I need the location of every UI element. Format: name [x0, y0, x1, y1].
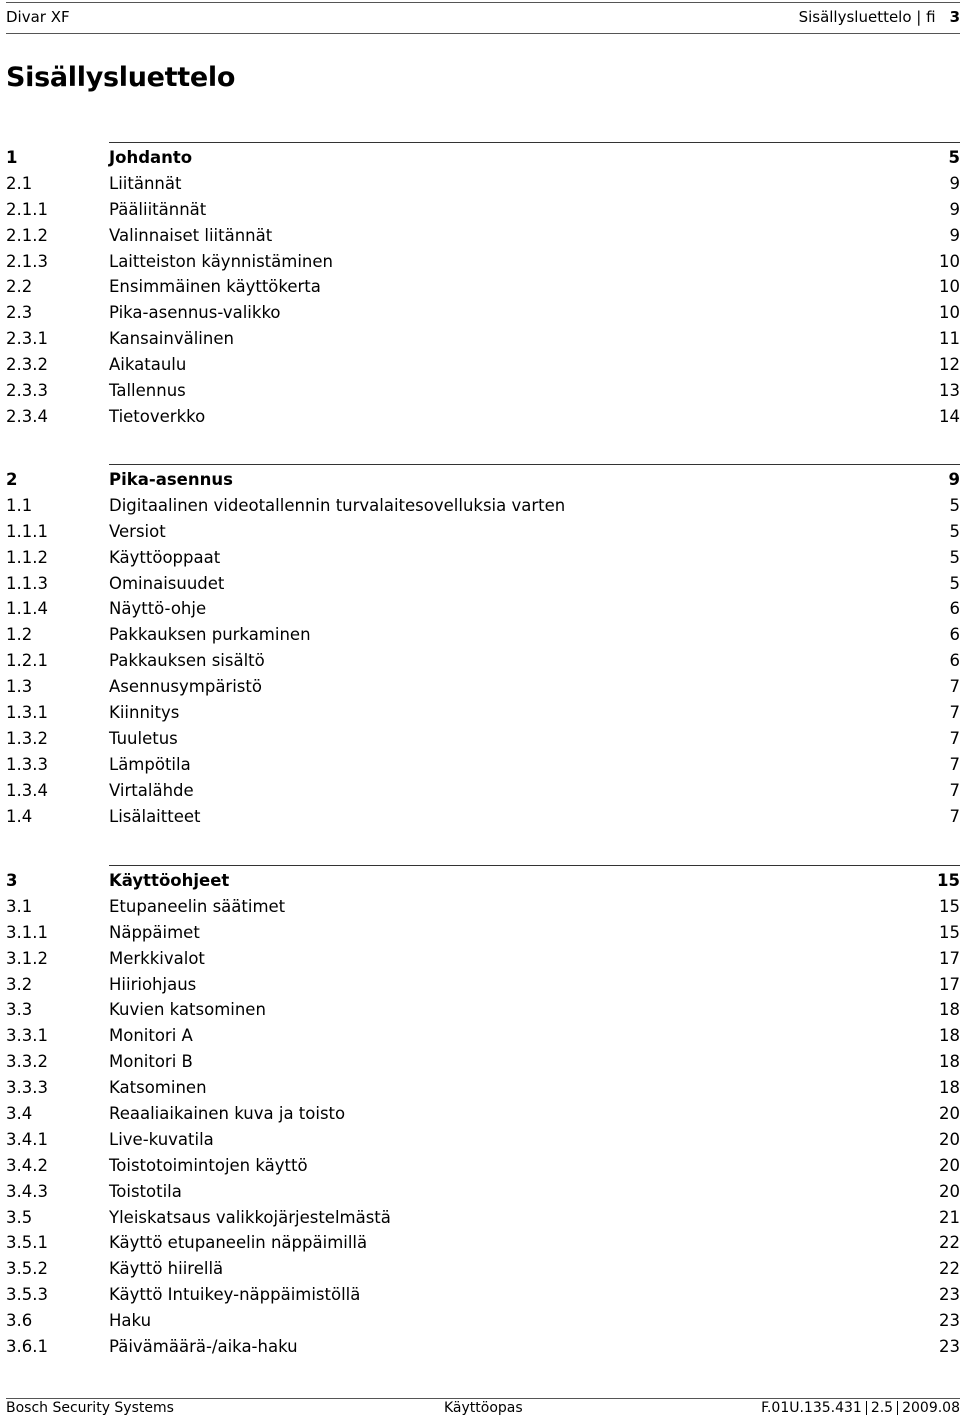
toc-entry-page: 21: [939, 1207, 960, 1227]
toc-entry-number: 2.3.3: [6, 381, 48, 401]
toc-entry-title: Katsominen: [109, 1078, 207, 1098]
footer-company: Bosch Security Systems: [6, 1400, 174, 1416]
toc-entry-title: Ominaisuudet: [109, 573, 225, 593]
toc-entry-page: 15: [939, 922, 960, 942]
toc-entry-page: 7: [949, 677, 960, 697]
toc-entry-title: Näppäimet: [109, 922, 200, 942]
toc-entry-row[interactable]: [0, 1205, 960, 1231]
footer-separator: [866, 1401, 867, 1415]
toc-entry-title: Ensimmäinen käyttökerta: [109, 277, 321, 297]
toc-entry-number: 2.1.2: [6, 225, 48, 245]
toc-section-2: [0, 467, 960, 829]
toc-entry-page: 7: [949, 754, 960, 774]
toc-entry-row[interactable]: [0, 326, 960, 352]
toc-entry-number: 2.1: [6, 173, 33, 193]
toc-entry-number: 3.3.3: [6, 1078, 48, 1098]
toc-entry-title: Yleiskatsaus valikkojärjestelmästä: [109, 1207, 391, 1227]
toc-entry-page: 23: [939, 1285, 960, 1305]
toc-entry-page: 7: [949, 728, 960, 748]
toc-entry-number: 2.1.1: [6, 199, 48, 219]
toc-entry-number: 3.5.1: [6, 1233, 48, 1253]
footer-doc-info: [761, 1399, 960, 1417]
toc-entry-row[interactable]: [0, 274, 960, 300]
toc-entry-number: 3.6: [6, 1311, 33, 1331]
page-header: [6, 6, 960, 28]
toc-entry-number: 2.2: [6, 277, 33, 297]
toc-entry-page: 7: [949, 806, 960, 826]
toc-entry-number: 1.3.2: [6, 728, 48, 748]
toc-entry-title: Käyttö hiirellä: [109, 1259, 224, 1279]
toc-entry-page: 9: [949, 173, 960, 193]
toc-entry-title: Laitteiston käynnistäminen: [109, 251, 333, 271]
toc-entry-number: 3.1.1: [6, 922, 48, 942]
toc-entry-title: Lämpötila: [109, 754, 191, 774]
toc-entry-number: 1.1.3: [6, 573, 48, 593]
toc-chapter-row[interactable]: [0, 145, 960, 171]
header-top-rule: [6, 2, 960, 3]
toc-entry-title: Käyttöoppaat: [109, 547, 221, 567]
toc-entry-page: 15: [939, 896, 960, 916]
toc-entry-page: 9: [949, 199, 960, 219]
toc-entry-title: Live-kuvatila: [109, 1129, 214, 1149]
toc-entry-number: 2.3.1: [6, 329, 48, 349]
toc-entry-number: 3.3.1: [6, 1026, 48, 1046]
footer-version: 2.5: [870, 1400, 894, 1416]
toc-entry-page: 18: [939, 1052, 960, 1072]
toc-entry-page: 23: [939, 1311, 960, 1331]
toc-entry-row[interactable]: [0, 519, 960, 545]
toc-entry-row[interactable]: [0, 726, 960, 752]
toc-entry-row[interactable]: [0, 171, 960, 197]
toc-entry-row[interactable]: [0, 197, 960, 223]
toc-entry-title: Tuuletus: [109, 728, 178, 748]
toc-entry-row[interactable]: [0, 300, 960, 326]
toc-entry-title: Virtalähde: [109, 780, 194, 800]
toc-entry-title: Käyttö Intuikey-näppäimistöllä: [109, 1285, 361, 1305]
toc-entry-number: 3.4.3: [6, 1181, 48, 1201]
toc-entry-title: Digitaalinen videotallennin turvalaitesovelluksia varten: [109, 495, 566, 515]
toc-entry-row[interactable]: [0, 249, 960, 275]
toc-entry-page: 12: [939, 355, 960, 375]
toc-entry-number: 2.1.3: [6, 251, 48, 271]
toc-entry-number: 2.3.2: [6, 355, 48, 375]
toc-entry-page: 14: [939, 406, 960, 426]
toc-entry-number: 3.5: [6, 1207, 33, 1227]
toc-entry-page: 5: [949, 573, 960, 593]
toc-entry-title: Näyttö-ohje: [109, 599, 207, 619]
toc-entry-page: 13: [939, 381, 960, 401]
toc-entry-row[interactable]: [0, 894, 960, 920]
toc-entry-number: 3.1.2: [6, 948, 48, 968]
toc-entry-title: Toistotoimintojen käyttö: [109, 1155, 308, 1175]
toc-entry-row[interactable]: [0, 352, 960, 378]
toc-entry-row[interactable]: [0, 1101, 960, 1127]
product-name: Divar XF: [6, 8, 70, 26]
toc-entry-page: 7: [949, 780, 960, 800]
toc-entry-number: 1.2: [6, 625, 33, 645]
toc-section-1: [0, 145, 960, 430]
toc-entry-page: 18: [939, 1078, 960, 1098]
toc-entry-row[interactable]: [0, 972, 960, 998]
toc-entry-row[interactable]: [0, 946, 960, 972]
toc-entry-row[interactable]: [0, 997, 960, 1023]
toc-entry-page: 5: [949, 495, 960, 515]
toc-entry-page: 9: [949, 225, 960, 245]
toc-entry-number: 1.2.1: [6, 651, 48, 671]
toc-entry-number: 2.3: [6, 303, 33, 323]
toc-entry-row[interactable]: [0, 1023, 960, 1049]
toc-entry-number: 1.1.2: [6, 547, 48, 567]
toc-entry-title: Johdanto: [109, 148, 193, 167]
header-section-label: [799, 6, 960, 28]
toc-entry-page: 17: [939, 974, 960, 994]
toc-entry-page: 10: [939, 251, 960, 271]
toc-entry-row[interactable]: [0, 1308, 960, 1334]
toc-entry-row[interactable]: [0, 1256, 960, 1282]
toc-entry-row[interactable]: [0, 700, 960, 726]
toc-entry-page: 18: [939, 1000, 960, 1020]
toc-entry-number: 3.5.2: [6, 1259, 48, 1279]
toc-entry-title: Pika-asennus: [109, 470, 233, 489]
toc-chapter-row[interactable]: [0, 868, 960, 894]
toc-entry-row[interactable]: [0, 404, 960, 430]
toc-entry-title: Hiiriohjaus: [109, 974, 197, 994]
toc-entry-title: Kiinnitys: [109, 703, 180, 723]
toc-entry-title: Versiot: [109, 521, 166, 541]
toc-entry-number: 3.2: [6, 974, 33, 994]
toc-entry-number: 1.4: [6, 806, 33, 826]
toc-entry-page: 9: [948, 470, 960, 489]
toc-entry-page: 22: [939, 1259, 960, 1279]
toc-entry-number: 1: [6, 148, 18, 167]
toc-entry-row[interactable]: [0, 1127, 960, 1153]
toc-entry-page: 20: [939, 1129, 960, 1149]
toc-entry-row[interactable]: [0, 1179, 960, 1205]
toc-entry-number: 2.3.4: [6, 406, 48, 426]
toc-entry-number: 3.4.1: [6, 1129, 48, 1149]
toc-entry-number: 3.1: [6, 896, 33, 916]
section-rule: [109, 464, 960, 465]
toc-entry-title: Haku: [109, 1311, 152, 1331]
toc-entry-page: 5: [948, 148, 960, 167]
toc-entry-number: 1.3.4: [6, 780, 48, 800]
toc-entry-title: Lisälaitteet: [109, 806, 201, 826]
toc-entry-title: Kuvien katsominen: [109, 1000, 266, 1020]
toc-entry-number: 3: [6, 871, 18, 890]
toc-entry-page: 6: [949, 599, 960, 619]
toc-entry-row[interactable]: [0, 752, 960, 778]
toc-entry-row[interactable]: [0, 1334, 960, 1360]
toc-entry-number: 3.3.2: [6, 1052, 48, 1072]
footer-doc-type: Käyttöopas: [444, 1400, 523, 1416]
toc-entry-title: Asennusympäristö: [109, 677, 262, 697]
toc-entry-page: 17: [939, 948, 960, 968]
toc-entry-number: 1.1.1: [6, 521, 48, 541]
page-footer: [6, 1399, 960, 1417]
toc-entry-row[interactable]: [0, 1049, 960, 1075]
toc-entry-title: Merkkivalot: [109, 948, 205, 968]
toc-entry-row[interactable]: [0, 778, 960, 804]
footer-date: 2009.08: [902, 1400, 960, 1416]
toc-entry-number: 1.3.1: [6, 703, 48, 723]
toc-entry-page: 20: [939, 1181, 960, 1201]
toc-entry-title: Kansainvälinen: [109, 329, 234, 349]
toc-entry-page: 10: [939, 277, 960, 297]
toc-entry-page: 5: [949, 547, 960, 567]
toc-entry-page: 10: [939, 303, 960, 323]
toc-entry-title: Liitännät: [109, 173, 182, 193]
toc-entry-row[interactable]: [0, 223, 960, 249]
toc-entry-page: 7: [949, 703, 960, 723]
toc-entry-row[interactable]: [0, 596, 960, 622]
toc-entry-row[interactable]: [0, 920, 960, 946]
toc-entry-number: 3.6.1: [6, 1337, 48, 1357]
toc-entry-page: 20: [939, 1104, 960, 1124]
footer-doc-id: F.01U.135.431: [761, 1400, 862, 1416]
toc-entry-row[interactable]: [0, 545, 960, 571]
toc-entry-title: Käyttöohjeet: [109, 871, 230, 890]
toc-entry-title: Tallennus: [109, 381, 186, 401]
toc-entry-number: 3.4: [6, 1104, 33, 1124]
toc-section-3: [0, 868, 960, 1360]
toc-entry-row[interactable]: [0, 571, 960, 597]
footer-separator: [897, 1401, 898, 1415]
toc-entry-number: 1.3: [6, 677, 33, 697]
toc-entry-title: Monitori A: [109, 1026, 193, 1046]
toc-entry-row[interactable]: [0, 493, 960, 519]
section-rule: [109, 865, 960, 866]
toc-entry-page: 11: [939, 329, 960, 349]
toc-entry-number: 3.3: [6, 1000, 33, 1020]
toc-entry-title: Päivämäärä-/aika-haku: [109, 1337, 298, 1357]
toc-entry-page: 5: [949, 521, 960, 541]
toc-entry-row[interactable]: [0, 1282, 960, 1308]
toc-entry-title: Etupaneelin säätimet: [109, 896, 286, 916]
toc-entry-row[interactable]: [0, 1153, 960, 1179]
toc-entry-number: 1.1: [6, 495, 33, 515]
toc-entry-page: 6: [949, 651, 960, 671]
header-section-text: Sisällysluettelo | fi: [798, 8, 936, 26]
toc-entry-row[interactable]: [0, 1230, 960, 1256]
toc-entry-number: 3.4.2: [6, 1155, 48, 1175]
toc-entry-page: 20: [939, 1155, 960, 1175]
toc-entry-row[interactable]: [0, 1075, 960, 1101]
toc-entry-page: 18: [939, 1026, 960, 1046]
toc-entry-title: Monitori B: [109, 1052, 193, 1072]
toc-entry-row[interactable]: [0, 648, 960, 674]
toc-entry-title: Aikataulu: [109, 355, 187, 375]
toc-entry-number: 1.1.4: [6, 599, 48, 619]
section-rule: [109, 142, 960, 143]
toc-entry-title: Tietoverkko: [109, 406, 206, 426]
toc-entry-title: Pakkauksen purkaminen: [109, 625, 311, 645]
toc-entry-page: 23: [939, 1337, 960, 1357]
toc-entry-number: 3.5.3: [6, 1285, 48, 1305]
header-bottom-rule: [6, 33, 960, 34]
toc-entry-row[interactable]: [0, 804, 960, 830]
toc-chapter-row[interactable]: [0, 467, 960, 493]
toc-entry-page: 6: [949, 625, 960, 645]
toc-entry-title: Pääliitännät: [109, 199, 207, 219]
toc-entry-row[interactable]: [0, 622, 960, 648]
toc-entry-title: Pakkauksen sisältö: [109, 651, 265, 671]
toc-entry-title: Pika-asennus-valikko: [109, 303, 281, 323]
toc-entry-page: 22: [939, 1233, 960, 1253]
toc-entry-title: Valinnaiset liitännät: [109, 225, 273, 245]
toc-entry-page: 15: [937, 871, 960, 890]
toc-entry-number: 2: [6, 470, 18, 489]
toc-entry-title: Toistotila: [109, 1181, 182, 1201]
header-page-number: 3: [949, 8, 960, 26]
toc-entry-row[interactable]: [0, 378, 960, 404]
toc-entry-number: 1.3.3: [6, 754, 48, 774]
toc-entry-row[interactable]: [0, 674, 960, 700]
toc-entry-title: Reaaliaikainen kuva ja toisto: [109, 1104, 346, 1124]
toc-entry-title: Käyttö etupaneelin näppäimillä: [109, 1233, 368, 1253]
page-title: Sisällysluettelo: [6, 62, 236, 93]
